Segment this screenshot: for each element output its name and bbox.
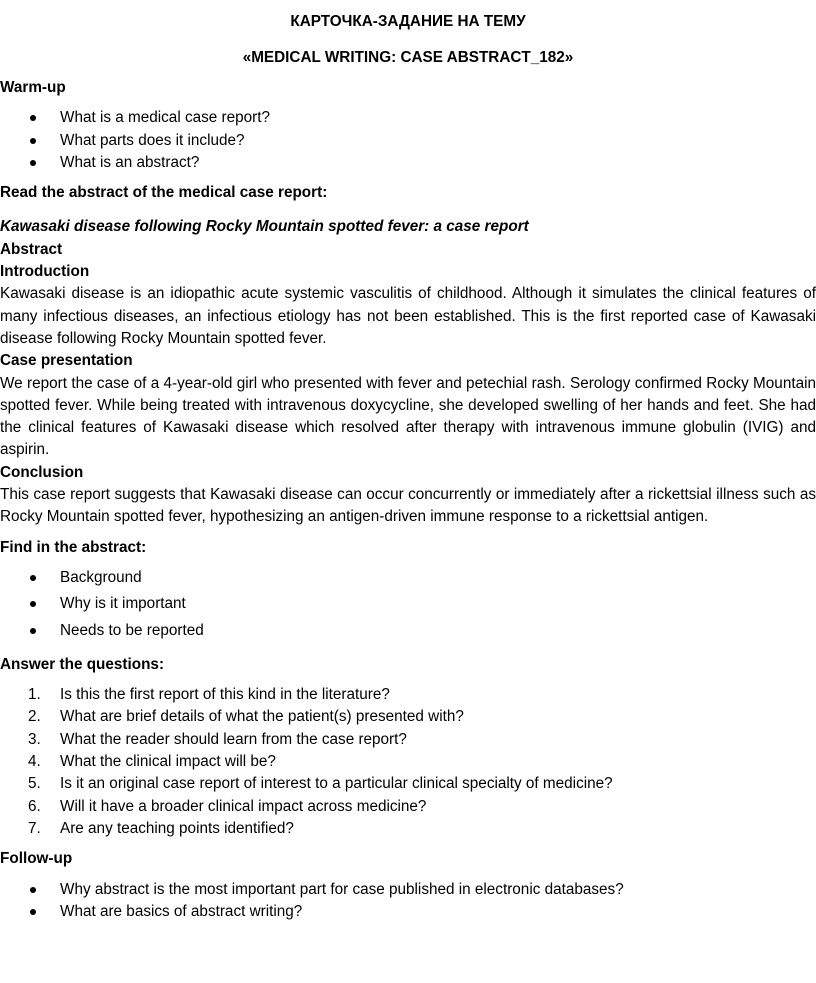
list-item: What are basics of abstract writing? <box>0 901 816 923</box>
document-page <box>0 8 816 923</box>
read-heading: Read the abstract of the medical case report: <box>0 184 328 202</box>
list-item: Needs to be reported <box>0 620 816 642</box>
introduction-text: Kawasaki disease is an idiopathic acute systemic vasculitis of childhood. Although it simulates the clinical features of many infectious diseases, an infectious etiology has not been established. This is the first reported case of Kawasaki disease following Rocky Mountain spotted fever. <box>0 285 816 347</box>
followup-heading: Follow-up <box>0 850 73 868</box>
article-title: Kawasaki disease following Rocky Mountain spotted fever: a case report <box>0 218 529 236</box>
bullet-icon <box>30 575 36 581</box>
find-heading: Find in the abstract: <box>0 538 147 556</box>
case-presentation-text: We report the case of a 4-year-old girl who presented with fever and petechial rash. Serology confirmed Rocky Mountain spotted fever. While being treated with intravenous doxycycline, she developed swelling of her hands and feet. She had the clinical features of Kawasaki disease which resolved after therapy with intravenous immune globulin (IVIG) and aspirin. <box>0 374 816 459</box>
abstract-label: Abstract <box>0 240 63 258</box>
bullet-icon <box>30 115 36 121</box>
bullet-icon <box>30 909 36 915</box>
list-item: 2. What are brief details of what the patient(s) presented with? <box>28 708 464 726</box>
questions-list <box>0 684 816 840</box>
conclusion-label: Conclusion <box>0 463 84 481</box>
list-item: Why is it important <box>0 593 816 615</box>
bullet-icon <box>30 601 36 607</box>
document-title-line-2: «MEDICAL WRITING: CASE ABSTRACT_182» <box>242 49 574 66</box>
list-item: Background <box>0 567 816 589</box>
list-item: 5. Is it an original case report of interest to a particular clinical specialty of medicine? <box>28 775 613 793</box>
conclusion-text: This case report suggests that Kawasaki disease can occur concurrently or immediately after a rickettsial illness such as Rocky Mountain spotted fever, hypothesizing an antigen-driven immune response to a rickettsial antigen. <box>0 486 816 526</box>
bullet-icon <box>30 628 36 634</box>
list-item: What is an abstract? <box>0 152 816 174</box>
find-list <box>0 567 816 642</box>
introduction-label: Introduction <box>0 263 90 281</box>
case-presentation-label: Case presentation <box>0 352 133 370</box>
followup-list <box>0 879 816 924</box>
list-item: 7. Are any teaching points identified? <box>28 819 294 837</box>
list-item: What parts does it include? <box>0 130 816 152</box>
bullet-icon <box>30 887 36 893</box>
questions-heading: Answer the questions: <box>0 655 165 673</box>
warmup-heading: Warm-up <box>0 79 66 96</box>
bullet-icon <box>30 160 36 166</box>
list-item: 3. What the reader should learn from the case report? <box>28 730 407 748</box>
list-item: What is a medical case report? <box>0 107 816 129</box>
bullet-icon <box>30 138 36 144</box>
list-item: 6. Will it have a broader clinical impact across medicine? <box>28 797 427 815</box>
list-item: 4. What the clinical impact will be? <box>28 753 276 771</box>
list-item: Why abstract is the most important part for case published in electronic databases? <box>0 879 816 901</box>
document-title-line-1: КАРТОЧКА-ЗАДАНИЕ НА ТЕМУ <box>290 13 526 30</box>
list-item: 1. Is this the first report of this kind in the literature? <box>28 686 390 704</box>
warmup-list <box>0 107 816 174</box>
